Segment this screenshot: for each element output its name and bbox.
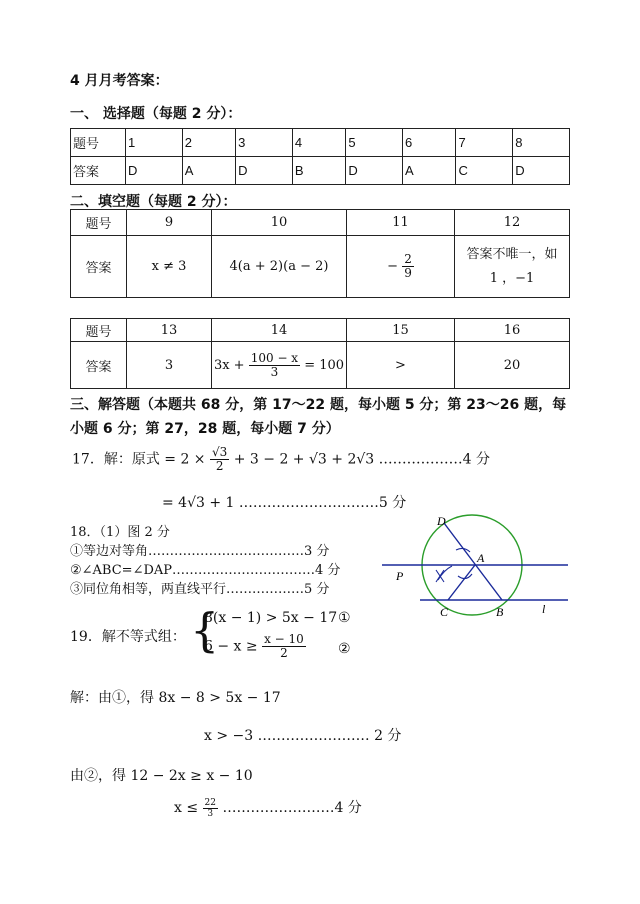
section3-heading-line2: 小题 6 分；第 27，28 题，每小题 7 分） bbox=[70, 421, 340, 437]
cell-answer: C bbox=[456, 157, 513, 185]
fraction bbox=[203, 798, 218, 819]
table-row bbox=[71, 210, 570, 236]
label-b: B bbox=[496, 605, 504, 619]
segment-ca bbox=[448, 565, 475, 600]
row-label: 题号 bbox=[71, 319, 127, 342]
cell-number: 7 bbox=[456, 129, 513, 157]
q17-line1 bbox=[72, 446, 490, 473]
cell-answer: D bbox=[236, 157, 293, 185]
cell-number: 1 bbox=[126, 129, 183, 157]
section2-heading: 二、填空题（每题 2 分）： bbox=[70, 194, 237, 210]
row-label: 答案 bbox=[71, 342, 127, 389]
cell-answer: A bbox=[182, 157, 235, 185]
cell-number: 5 bbox=[346, 129, 403, 157]
section3-heading-line1: 三、解答题（本题共 68 分，第 17～22 题，每小题 5 分；第 23～26 题，每 bbox=[70, 397, 567, 413]
q17-prefix: 17．解：原式 = 2 × bbox=[72, 451, 206, 468]
sol2-suffix: ……………………4 分 bbox=[222, 800, 362, 816]
cell-answer: > bbox=[347, 342, 455, 389]
cell-number: 4 bbox=[292, 129, 345, 157]
q19-ineq1: 8(x − 1) > 5x − 17 bbox=[204, 610, 338, 626]
section1-heading: 一、 选择题（每题 2 分）： bbox=[70, 106, 242, 122]
fraction bbox=[402, 253, 414, 280]
q19-ineq2 bbox=[204, 633, 306, 660]
cell-answer-12 bbox=[455, 236, 570, 298]
fraction-denominator: 3 bbox=[207, 808, 214, 819]
fraction-numerator: x − 10 bbox=[264, 632, 304, 646]
fraction bbox=[249, 352, 300, 379]
cell-number: 13 bbox=[127, 319, 212, 342]
q17-line2: = 4√3 + 1 …………………………5 分 bbox=[162, 495, 407, 511]
cell-answer: B bbox=[292, 157, 345, 185]
page-title: 4 月月考答案： bbox=[70, 73, 169, 89]
cell-answer: A bbox=[403, 157, 456, 185]
cell-number: 8 bbox=[513, 129, 570, 157]
answer-line: 答案不唯一，如 bbox=[466, 246, 558, 262]
minus-sign: − bbox=[387, 259, 399, 274]
answer-line: 1 ，−1 bbox=[489, 270, 535, 286]
label-a: A bbox=[477, 551, 485, 565]
q19-sol2-result bbox=[174, 797, 362, 819]
fraction-denominator: 2 bbox=[280, 646, 288, 660]
cell-number: 16 bbox=[455, 319, 570, 342]
cell-number: 15 bbox=[347, 319, 455, 342]
q19-ineq2-mark: ② bbox=[338, 641, 351, 657]
brace: { bbox=[190, 603, 220, 657]
fraction bbox=[262, 633, 306, 660]
q18-line2: ①等边对等角………………………………3 分 bbox=[70, 544, 330, 559]
fraction bbox=[210, 446, 229, 473]
cell-answer: x ≠ 3 bbox=[127, 236, 212, 298]
cell-number: 14 bbox=[212, 319, 347, 342]
q18-line3: ②∠ABC=∠DAP……………………………4 分 bbox=[70, 563, 341, 578]
cross-mark bbox=[436, 570, 444, 582]
label-p: P bbox=[396, 569, 404, 583]
arc-mark bbox=[438, 566, 452, 580]
label-c: C bbox=[440, 605, 449, 619]
q19-sol1-result: x > −3 …………………… 2 分 bbox=[204, 728, 402, 744]
row-label: 题号 bbox=[71, 129, 126, 157]
cell-number: 6 bbox=[403, 129, 456, 157]
q19-label: 19．解不等式组： bbox=[70, 629, 186, 645]
fill-blank-table-1 bbox=[70, 209, 570, 298]
cell-answer: D bbox=[513, 157, 570, 185]
cell-answer: 20 bbox=[455, 342, 570, 389]
expr-suffix: = 100 bbox=[304, 357, 345, 373]
multiple-choice-table bbox=[70, 128, 570, 185]
cell-number: 3 bbox=[236, 129, 293, 157]
q19-sol1: 解：由①，得 8x − 8 > 5x − 17 bbox=[70, 690, 281, 706]
sol2-prefix: x ≤ bbox=[174, 800, 199, 816]
label-d: D bbox=[437, 514, 446, 528]
row-label: 答案 bbox=[71, 236, 127, 298]
table-row bbox=[71, 157, 570, 185]
table-row bbox=[71, 236, 570, 298]
fraction-denominator: 3 bbox=[270, 364, 279, 379]
ineq2-prefix: 6 − x ≥ bbox=[204, 638, 258, 655]
table-row bbox=[71, 319, 570, 342]
cell-answer: 3 bbox=[127, 342, 212, 389]
cell-answer: D bbox=[346, 157, 403, 185]
cell-answer-14 bbox=[212, 342, 347, 389]
row-label: 答案 bbox=[71, 157, 126, 185]
fraction-numerator: 22 bbox=[204, 797, 216, 808]
q19-ineq1-mark: ① bbox=[338, 610, 351, 626]
cell-answer: 4(a + 2)(a − 2) bbox=[212, 236, 347, 298]
fraction-numerator: 2 bbox=[404, 252, 412, 266]
fraction-denominator: 2 bbox=[215, 459, 224, 473]
cell-number: 10 bbox=[212, 210, 347, 236]
q18-line1: 18．（1）图 2 分 bbox=[70, 525, 170, 540]
q17-suffix: + 3 − 2 + √3 + 2√3 ………………4 分 bbox=[233, 451, 490, 468]
table-row bbox=[71, 129, 570, 157]
fraction-numerator: √3 bbox=[212, 445, 228, 459]
q18-line4: ③同位角相等，两直线平行………………5 分 bbox=[70, 582, 330, 597]
fraction-denominator: 9 bbox=[404, 266, 412, 280]
fraction-numerator: 100 − x bbox=[250, 350, 299, 365]
cell-number: 11 bbox=[347, 210, 455, 236]
arc-mark bbox=[456, 548, 470, 552]
geometry-figure bbox=[378, 510, 574, 622]
table-row bbox=[71, 342, 570, 389]
label-l: l bbox=[542, 602, 546, 616]
cell-number: 2 bbox=[182, 129, 235, 157]
fill-blank-table-2 bbox=[70, 318, 570, 389]
row-label: 题号 bbox=[71, 210, 127, 236]
cell-number: 12 bbox=[455, 210, 570, 236]
segment-db bbox=[444, 523, 502, 600]
cell-answer-11 bbox=[347, 236, 455, 298]
cell-number: 9 bbox=[127, 210, 212, 236]
q19-sol2: 由②，得 12 − 2x ≥ x − 10 bbox=[70, 768, 253, 784]
cell-answer: D bbox=[126, 157, 183, 185]
expr-prefix: 3x + bbox=[213, 357, 245, 373]
